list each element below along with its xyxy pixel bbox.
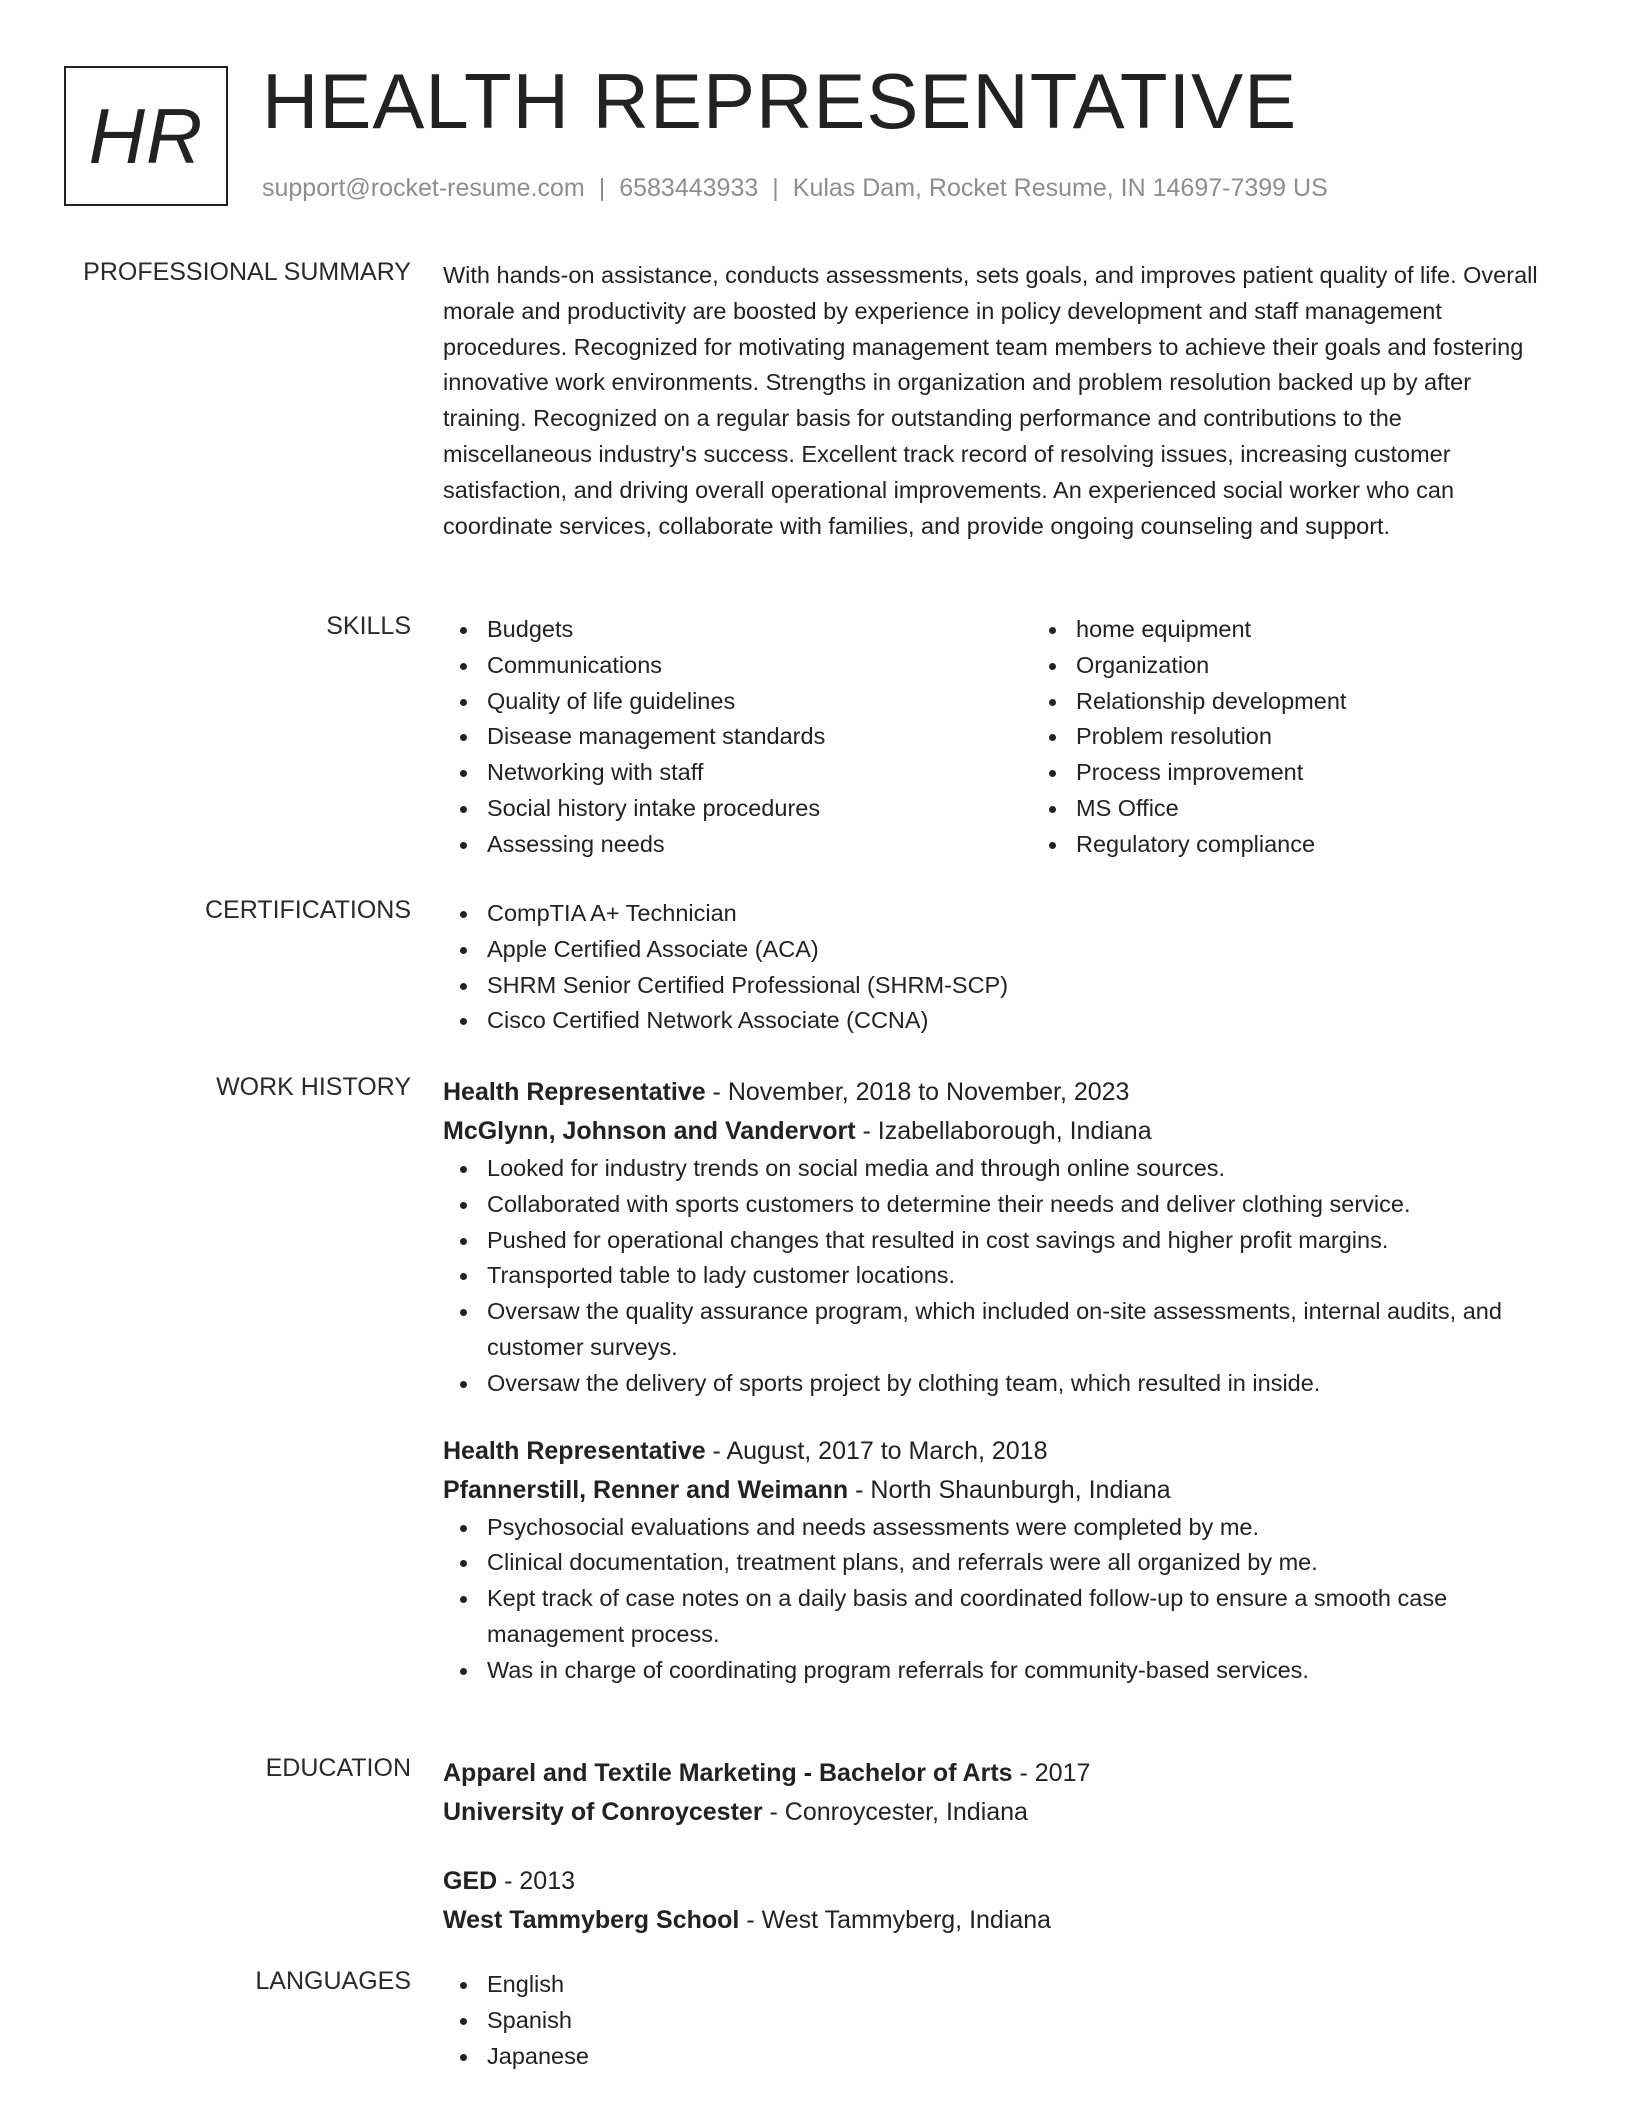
list-item: Oversaw the quality assurance program, which included on-site assessments, internal audits, and customer surveys. bbox=[487, 1294, 1553, 1366]
section-label-languages: LANGUAGES bbox=[255, 1967, 411, 1995]
list-item: Collaborated with sports customers to determine their needs and deliver clothing service. bbox=[487, 1187, 1553, 1223]
list-item: Clinical documentation, treatment plans, and referrals were all organized by me. bbox=[487, 1545, 1553, 1581]
job-company: Pfannerstill, Renner and Weimann bbox=[443, 1475, 849, 1504]
education-entry bbox=[443, 1754, 1553, 1832]
list-item: CompTIA A+ Technician bbox=[487, 896, 1553, 932]
job-location: - North Shaunburgh, Indiana bbox=[848, 1475, 1171, 1504]
summary-text: With hands-on assistance, conducts assessments, sets goals, and improves patient quality of life. Overall morale and productivity are boosted by experience in policy development and staff management procedures. Recognized for motivating management team members to achieve their goals and fostering innovative work environments. Strengths in organization and problem resolution backed up by after training. Recognized on a regular basis for outstanding performance and contributions to the miscellaneous industry's success. Excellent track record of resolving issues, increasing customer satisfaction, and driving overall operational improvements. An experienced social worker who can coordinate services, collaborate with families, and provide ongoing counseling and support. bbox=[443, 262, 1538, 539]
list-item: Pushed for operational changes that resulted in cost savings and higher profit margins. bbox=[487, 1223, 1553, 1259]
job-location: - Izabellaborough, Indiana bbox=[855, 1117, 1152, 1145]
list-item: Relationship development bbox=[1076, 684, 1346, 720]
job-bullets bbox=[443, 1510, 1553, 1689]
section-label-work-history: WORK HISTORY bbox=[216, 1073, 411, 1101]
education-entry bbox=[443, 1862, 1553, 1940]
list-item: Networking with staff bbox=[487, 755, 1032, 791]
education-degree-line bbox=[443, 1862, 1553, 1901]
education-school-line bbox=[443, 1901, 1553, 1940]
education-degree: GED bbox=[443, 1867, 498, 1895]
list-item: Looked for industry trends on social media and through online sources. bbox=[487, 1151, 1553, 1187]
contact-phone[interactable]: 6583443933 bbox=[619, 174, 759, 202]
list-item: Budgets bbox=[487, 612, 1032, 648]
job-title-line bbox=[443, 1073, 1553, 1112]
list-item: Regulatory compliance bbox=[1076, 827, 1346, 863]
list-item: Kept track of case notes on a daily basis and coordinated follow-up to ensure a smooth case management process. bbox=[487, 1581, 1553, 1653]
contact-email[interactable]: support@rocket-resume.com bbox=[262, 174, 585, 202]
job-title-line bbox=[443, 1432, 1553, 1471]
job-title: Health Representative bbox=[443, 1078, 706, 1106]
education-year: - 2017 bbox=[1012, 1759, 1091, 1787]
list-item: MS Office bbox=[1076, 791, 1346, 827]
list-item: Transported table to lady customer locations. bbox=[487, 1258, 1553, 1294]
contact-address: Kulas Dam, Rocket Resume, IN 14697-7399 US bbox=[792, 174, 1328, 202]
list-item: Psychosocial evaluations and needs assessments were completed by me. bbox=[487, 1510, 1553, 1546]
list-item: Apple Certified Associate (ACA) bbox=[487, 932, 1553, 968]
job-title: Health Representative bbox=[443, 1436, 706, 1465]
list-item: home equipment bbox=[1076, 612, 1346, 648]
list-item: English bbox=[487, 1967, 1553, 2003]
education-location: - Conroycester, Indiana bbox=[762, 1798, 1028, 1826]
job-company-line bbox=[443, 1112, 1553, 1151]
list-item: Cisco Certified Network Associate (CCNA) bbox=[487, 1003, 1553, 1039]
list-item: Quality of life guidelines bbox=[487, 684, 1032, 720]
contact-separator: | bbox=[598, 174, 606, 202]
job-entry bbox=[443, 1073, 1553, 1402]
languages-list bbox=[443, 1967, 1553, 2074]
skills-list-left bbox=[443, 612, 1032, 863]
education-location: - West Tammyberg, Indiana bbox=[739, 1906, 1052, 1934]
education-school: West Tammyberg School bbox=[443, 1906, 740, 1934]
job-bullets bbox=[443, 1151, 1553, 1402]
certifications-list bbox=[443, 896, 1553, 1039]
contact-line bbox=[262, 174, 1328, 203]
job-dates: - November, 2018 to November, 2023 bbox=[705, 1078, 1130, 1106]
section-label-skills: SKILLS bbox=[326, 612, 411, 640]
list-item: Was in charge of coordinating program referrals for community-based services. bbox=[487, 1653, 1553, 1689]
monogram-logo: HR bbox=[64, 66, 228, 206]
list-item: Spanish bbox=[487, 2003, 1553, 2039]
education-school-line bbox=[443, 1793, 1553, 1832]
section-label-certifications: CERTIFICATIONS bbox=[204, 896, 411, 924]
skills-list-right bbox=[1032, 612, 1346, 863]
section-label-summary: PROFESSIONAL SUMMARY bbox=[83, 258, 411, 286]
contact-separator: | bbox=[772, 174, 779, 202]
education-degree-line bbox=[443, 1754, 1553, 1793]
list-item: Problem resolution bbox=[1076, 719, 1346, 755]
list-item: Communications bbox=[487, 648, 1032, 684]
list-item: Disease management standards bbox=[487, 719, 1032, 755]
list-item: Social history intake procedures bbox=[487, 791, 1032, 827]
list-item: Oversaw the delivery of sports project by clothing team, which resulted in inside. bbox=[487, 1366, 1553, 1402]
job-dates: - August, 2017 to March, 2018 bbox=[705, 1436, 1048, 1465]
job-entry bbox=[443, 1432, 1553, 1689]
list-item: Assessing needs bbox=[487, 827, 1032, 863]
list-item: SHRM Senior Certified Professional (SHRM-SCP) bbox=[487, 968, 1553, 1004]
section-label-education: EDUCATION bbox=[265, 1754, 411, 1782]
job-company: McGlynn, Johnson and Vandervort bbox=[443, 1117, 856, 1145]
page-title: HEALTH REPRESENTATIVE bbox=[262, 57, 1298, 145]
education-degree: Apparel and Textile Marketing - Bachelor of Arts bbox=[443, 1759, 1013, 1787]
education-year: - 2013 bbox=[497, 1867, 576, 1895]
list-item: Process improvement bbox=[1076, 755, 1346, 791]
list-item: Organization bbox=[1076, 648, 1346, 684]
education-school: University of Conroycester bbox=[443, 1798, 763, 1826]
list-item: Japanese bbox=[487, 2039, 1553, 2075]
job-company-line bbox=[443, 1471, 1553, 1510]
